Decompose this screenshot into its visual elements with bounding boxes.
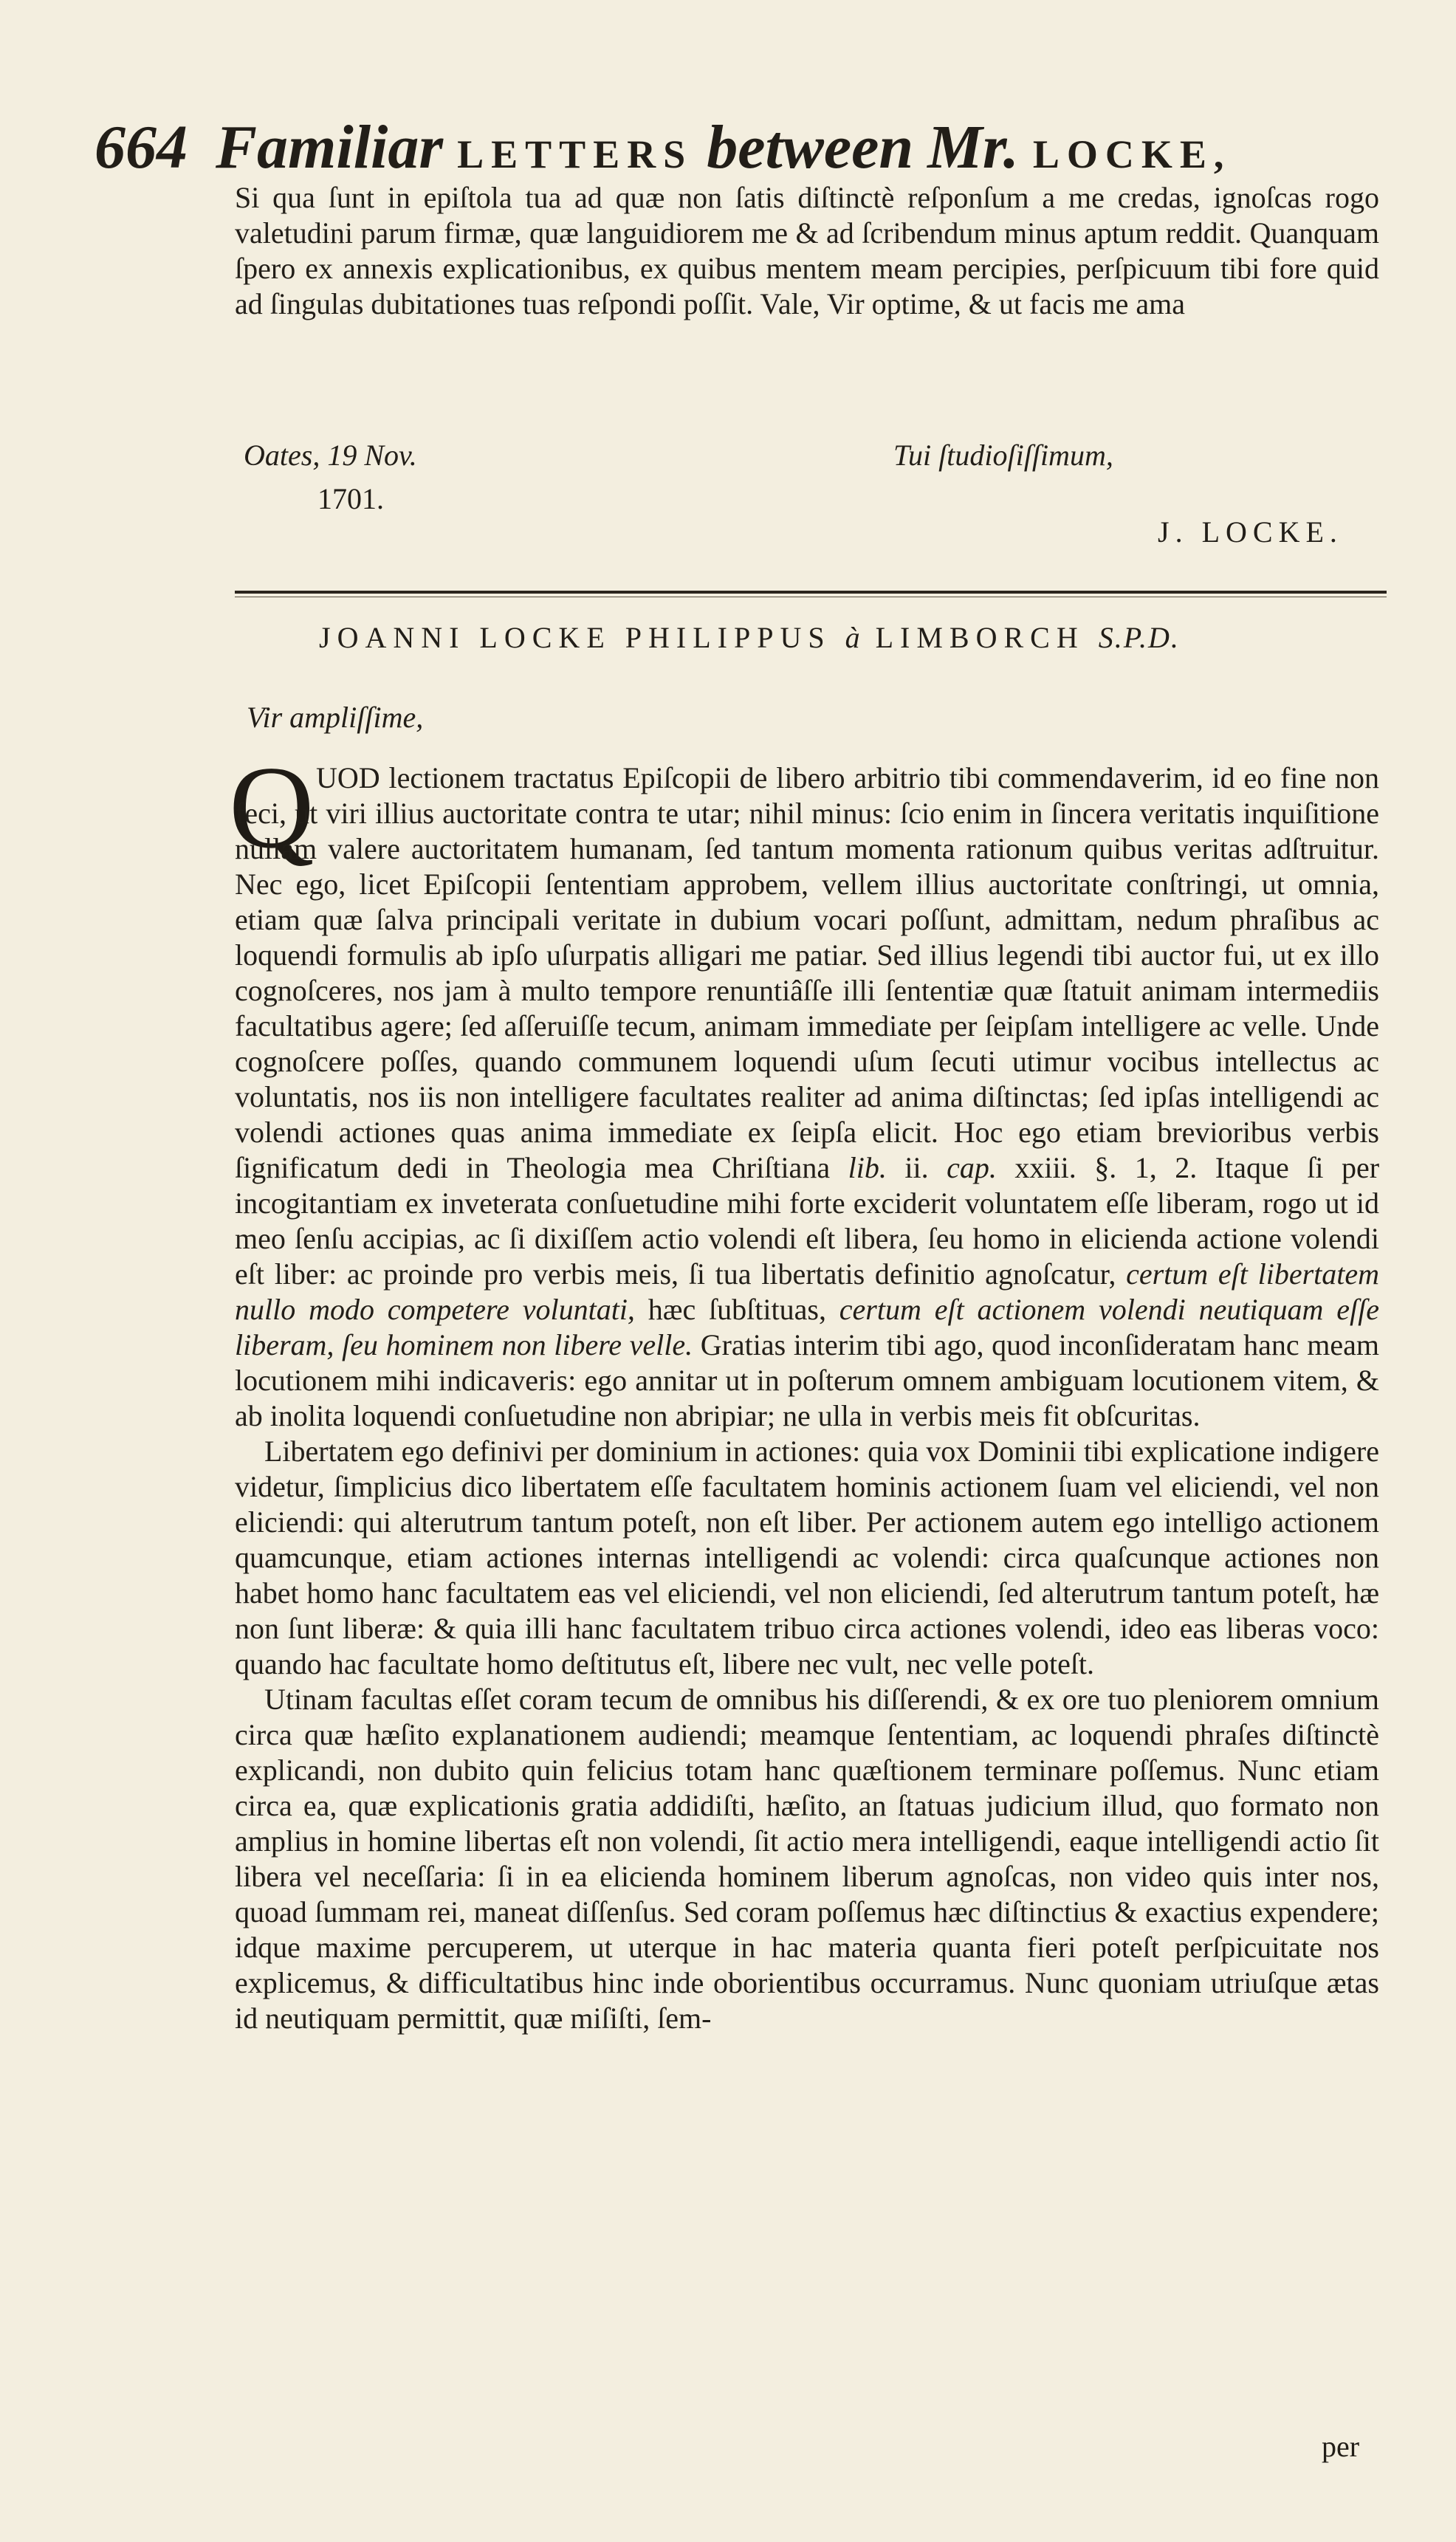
catchword: per [1322,2430,1360,2463]
paragraph-1-middle: xxiii. §. 1, 2. Itaque ſi per incogitantiam ex inveterata conſuetudine mihi forte exciderit voluntatem eſſe liberam, rogo ut id meo ſenſu accipias, ac ſi dixiſſem actio volendi eſt libera, ſeu homo in elicienda actione volendi eſt liber: ac proinde pro verbis meis, ſi tua libertatis definitio agnoſcatur, [235,1151,1380,1291]
place-date: Oates, 19 Nov. [244,439,417,472]
paragraph-3: Utinam facultas eſſet coram tecum de omnibus his diſſerendi, & ex ore tuo pleniorem omnium circa quæ hæſito explanationem audiendi; meamque ſententiam, ac loquendi phraſes diſtinctè explicandi, non dubito quin felicius totam hanc quæſtionem terminare poſſemus. Nunc etiam circa ea, quæ explicationis gratia addidiſti, hæſito, an ſtatuas judicium illud, quo formato non amplius in homine libertas eſt non volendi, ſit actio mera intelligendi, eaque intelligendi actio ſit libera vel neceſſaria: ſi in ea elicienda hominem liberum agnoſcas, non video quis inter nos, quoad ſummam rei, maneat diſſenſus. Sed coram poſſemus hæc diſtinctius & exactius expendere; idque maxime percuperem, ut uterque in hac materia quanta fieri poteſt perſpicuitate nos explicemus, & difficultatibus hinc inde oborientibus occurramus. Nunc quoniam utriuſque ætas id neutiquam permittit, quæ miſiſti, ſem- [235,1683,1379,2035]
running-header [95,114,1350,181]
letter-address [319,620,1180,656]
address-recipient: LIMBORCH [875,621,1085,654]
header-title-between: between [707,113,914,182]
section-divider [235,591,1387,594]
header-title-letters: LETTERS [457,132,693,176]
header-title-mr: Mr. [927,113,1019,182]
second-letter-body [235,760,1379,2036]
header-title-familiar: Familiar [216,113,444,182]
address-spd: S.P.D. [1098,621,1180,654]
salutation: Vir ampliſſime, [247,701,424,734]
signature: J. LOCKE. [1158,515,1343,549]
paragraph-1 [235,760,1379,1434]
address-sender: JOANNI LOCKE PHILIPPUS [319,621,831,654]
closing-phrase: Tui ſtudioſiſſimum, [893,439,1113,472]
opening-letter-text [235,180,1379,322]
paragraph-1-middle-2: hæc ſubſtituas, [648,1293,826,1326]
paragraph-1-end: Gratias interim tibi ago, quod inconſideratam hanc meam locutionem mihi indicaveris: ego annitar ut in poſterum omnem ambiguam locutionem vitem, & ab inolita loquendi conſuetudine non abripiar; ne ulla in verbis meis fit obſcuritas. [235,1328,1379,1432]
address-a: à [845,621,862,654]
page-number: 664 [95,113,188,182]
ref-cap: cap. [947,1151,997,1184]
italic-phrase-1: certum eſt libertatem nullo modo competere voluntati, [235,1257,1380,1326]
letter-year: 1701. [317,482,384,515]
ref-book: ii. [904,1151,929,1184]
ref-lib: lib. [848,1151,887,1184]
italic-phrase-2: certum eſt actionem volendi neutiquam eſſe liberam, ſeu hominem non libere velle. [235,1293,1380,1361]
paragraph-1-start: UOD lectionem tractatus Epiſcopii de libero arbitrio tibi commendaverim, id eo fine non feci, ut viri illius auctoritate contra te utar; nihil minus: ſcio enim in ſincera veritatis inquiſitione nullam valere auctoritatem humanam, ſed tantum momenta rationum quibus veritas adſtruitur. Nec ego, licet Epiſcopii ſententiam approbem, vellem illius auctoritate conſtringi, ut omnia, etiam quæ ſalva principali veritate in dubium vocari poſſunt, admittam, nedum phraſibus ac loquendi formulis ab ipſo uſurpatis alligari me patiar. Sed illius legendi tibi auctor fui, ut ex illo cognoſceres, nos jam à multo tempore renuntiâſſe illi ſententiæ quæ ſtatuit animam intermediis facultatibus agere; ſed aſſeruiſſe tecum, animam immediate per ſeipſam intelligere ac velle. Unde cognoſcere poſſes, quando communem loquendi uſum ſecuti utimur vocibus intellectus ac voluntatis, nos iis non intelligere facultates realiter ad anima diſtinctas; ſed ipſas intelligendi ac volendi actiones quas anima immediate ex ſeipſa elicit. Hoc ego etiam brevioribus verbis ſignificatum dedi in Theologia mea Chriſtiana [235,761,1379,1184]
drop-cap-letter: Q [229,741,315,873]
header-title-locke: LOCKE, [1032,132,1232,176]
paragraph-2: Libertatem ego definivi per dominium in actiones: quia vox Dominii tibi explicatione indigere videtur, ſimplicius dico libertatem eſſe facultatem hominis actionem ſuam vel eliciendi, vel non eliciendi: qui alterutrum tantum poteſt, non eſt liber. Per actionem autem ego intelligo actionem quamcunque, etiam actiones internas intelligendi ac volendi: circa quaſcunque actiones non habet homo hanc facultatem eas vel eliciendi, vel non eliciendi, ſed alterutrum tantum poteſt, hæ non ſunt liberæ: & quia illi hanc facultatem tribuo circa actiones volendi, ideo eas liberas voco: quando hac facultate homo deſtitutus eſt, libere nec vult, nec velle poteſt. [235,1435,1379,1680]
opening-letter-paragraph: Si qua ſunt in epiſtola tua ad quæ non ſatis diſtinctè reſponſum a me credas, ignoſcas rogo valetudini parum firmæ, quæ languidiorem me & ad ſcribendum minus aptum reddit. Quanquam ſpero ex annexis explicationibus, ex quibus mentem meam percipies, perſpicuum tibi fore quid ad ſingulas dubitationes tuas reſpondi poſſit. Vale, Vir optime, & ut facis me ama [235,181,1379,320]
